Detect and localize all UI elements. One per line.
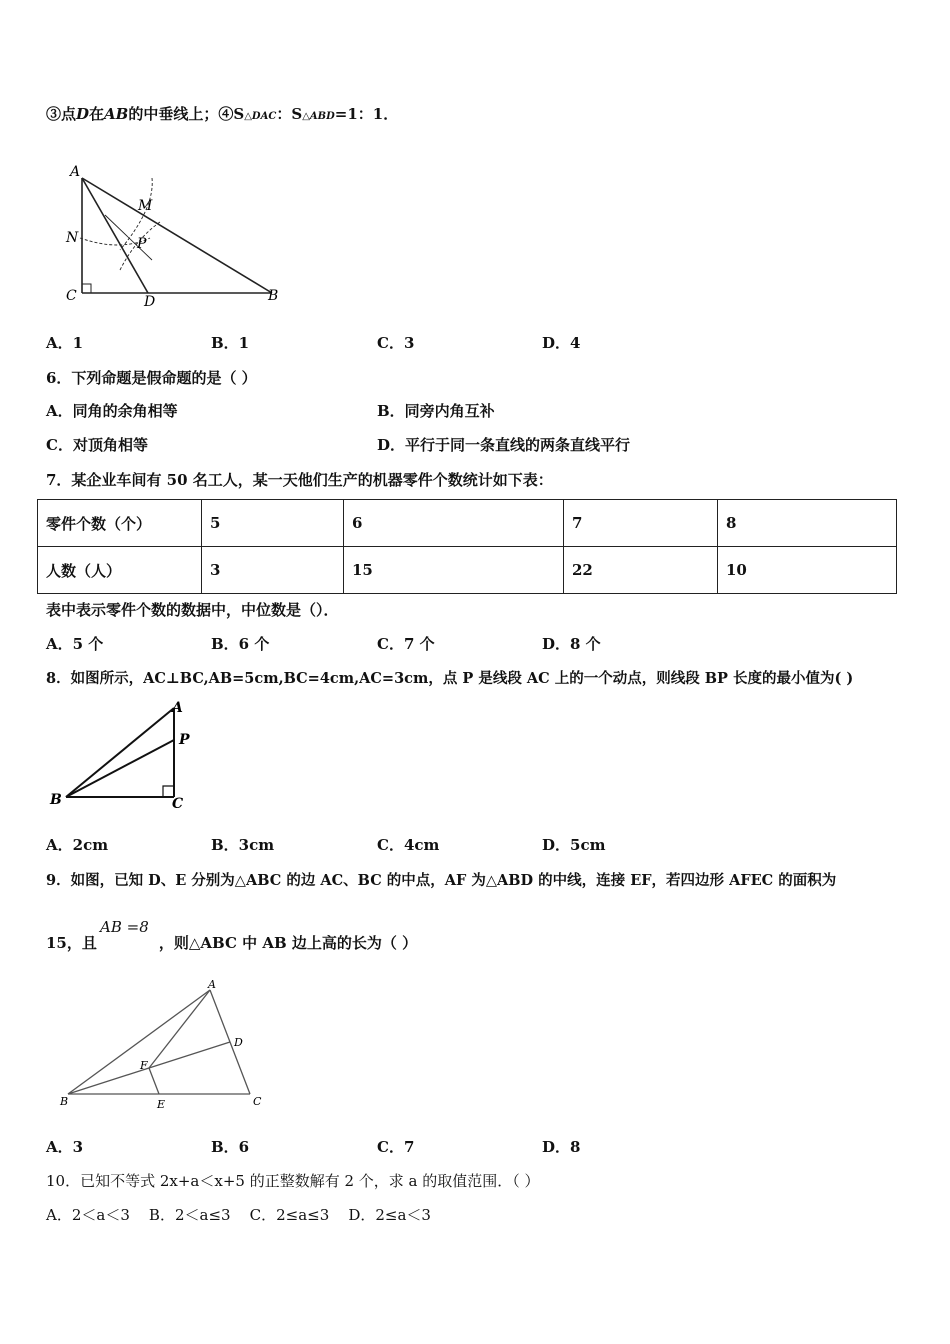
q9-option-b[interactable]: B．6 [211,1138,250,1156]
label-p: P [179,732,190,748]
q7-table [37,499,897,594]
segment-ab [66,708,174,797]
table-cell: 7 [564,500,718,547]
q6-stem: 6．下列命题是假命题的是（ ） [46,369,257,387]
label-m: M [138,198,153,214]
segment-af [149,990,210,1068]
table-cell: 22 [564,547,718,594]
label-b: B [60,1095,69,1108]
q5-option-b[interactable]: B．1 [211,334,250,352]
label-ab: AB [104,105,129,123]
q8-stem: 8．如图所示，AC⊥BC,AB=5cm,BC=4cm,AC=3cm，点 P 是线段 AC 上的一个动点，则线段 BP 长度的最小值为( ) [46,670,854,687]
q5-option-c[interactable]: C．3 [377,334,415,352]
q5-option-a[interactable]: A．1 [46,334,84,352]
label-a: A [208,978,216,991]
table-row [38,547,897,594]
segment-ab [68,990,210,1094]
table-row [38,500,897,547]
label-c: C [66,288,77,304]
label-d: D [76,105,90,123]
q5-conditions: ③点D在AB的中垂线上；④S△DAC：S△ABD=1：1． [46,105,399,123]
q7-option-d[interactable]: D．8 个 [542,635,601,653]
q10-stem: 10．已知不等式 2x+a＜x+5 的正整数解有 2 个，求 a 的取值范围．（ ） [46,1172,540,1190]
q8-option-c[interactable]: C．4cm [377,836,440,854]
table-cell: 3 [202,547,344,594]
label-c: C [253,1095,262,1108]
table-cell: 人数（人） [38,547,202,594]
label-n: N [66,230,79,246]
label-p: P [137,236,147,252]
q9-formula: AB =8 [100,918,149,936]
q7-option-a[interactable]: A．5 个 [46,635,104,653]
label-e: E [157,1098,166,1111]
q6-option-a[interactable]: A．同角的余角相等 [46,402,178,420]
q10-options[interactable]: A．2＜a＜3 B．2＜a≤3 C．2≤a≤3 D．2≤a＜3 [46,1206,431,1224]
q8-figure [48,700,208,815]
segment-bp [66,740,174,797]
q6-option-d[interactable]: D．平行于同一条直线的两条直线平行 [377,436,631,454]
q7-stem: 7．某企业车间有 50 名工人，某一天他们生产的机器零件个数统计如下表： [46,471,553,489]
q9-option-c[interactable]: C．7 [377,1138,415,1156]
q9-stem-2: 15，且 ，则△ABC 中 AB 边上高的长为（ ） [46,934,418,952]
table-cell: 5 [202,500,344,547]
q9-option-a[interactable]: A．3 [46,1138,84,1156]
table-cell: 15 [344,547,564,594]
q5-figure [60,160,300,310]
table-cell: 10 [718,547,897,594]
segment-fe [149,1068,159,1094]
label-d: D [234,1036,243,1049]
label-a: A [172,700,183,716]
label-b: B [268,288,279,304]
label-a: A [70,164,81,180]
q9-stem-1: 9．如图，已知 D、E 分别为△ABC 的边 AC、BC 的中点，AF 为△ABD 的中线，连接 EF，若四边形 AFEC 的面积为 [46,872,837,889]
q8-option-d[interactable]: D．5cm [542,836,606,854]
q8-option-a[interactable]: A．2cm [46,836,109,854]
q6-option-c[interactable]: C．对顶角相等 [46,436,148,454]
label-b: B [50,792,62,808]
table-cell: 8 [718,500,897,547]
q5-option-d[interactable]: D．4 [542,334,581,352]
q7-option-b[interactable]: B．6 个 [211,635,270,653]
q7-after: 表中表示零件个数的数据中，中位数是（）． [46,601,339,619]
label-c: C [172,796,184,812]
table-cell: 6 [344,500,564,547]
q9-figure [58,978,278,1118]
label-f: F [140,1059,148,1072]
q8-option-b[interactable]: B．3cm [211,836,275,854]
q7-option-c[interactable]: C．7 个 [377,635,435,653]
right-angle-mark [82,284,91,293]
label-d: D [144,294,156,310]
q9-option-d[interactable]: D．8 [542,1138,581,1156]
q6-option-b[interactable]: B．同旁内角互补 [377,402,495,420]
segment-ab [82,178,272,293]
table-cell: 零件个数（个） [38,500,202,547]
